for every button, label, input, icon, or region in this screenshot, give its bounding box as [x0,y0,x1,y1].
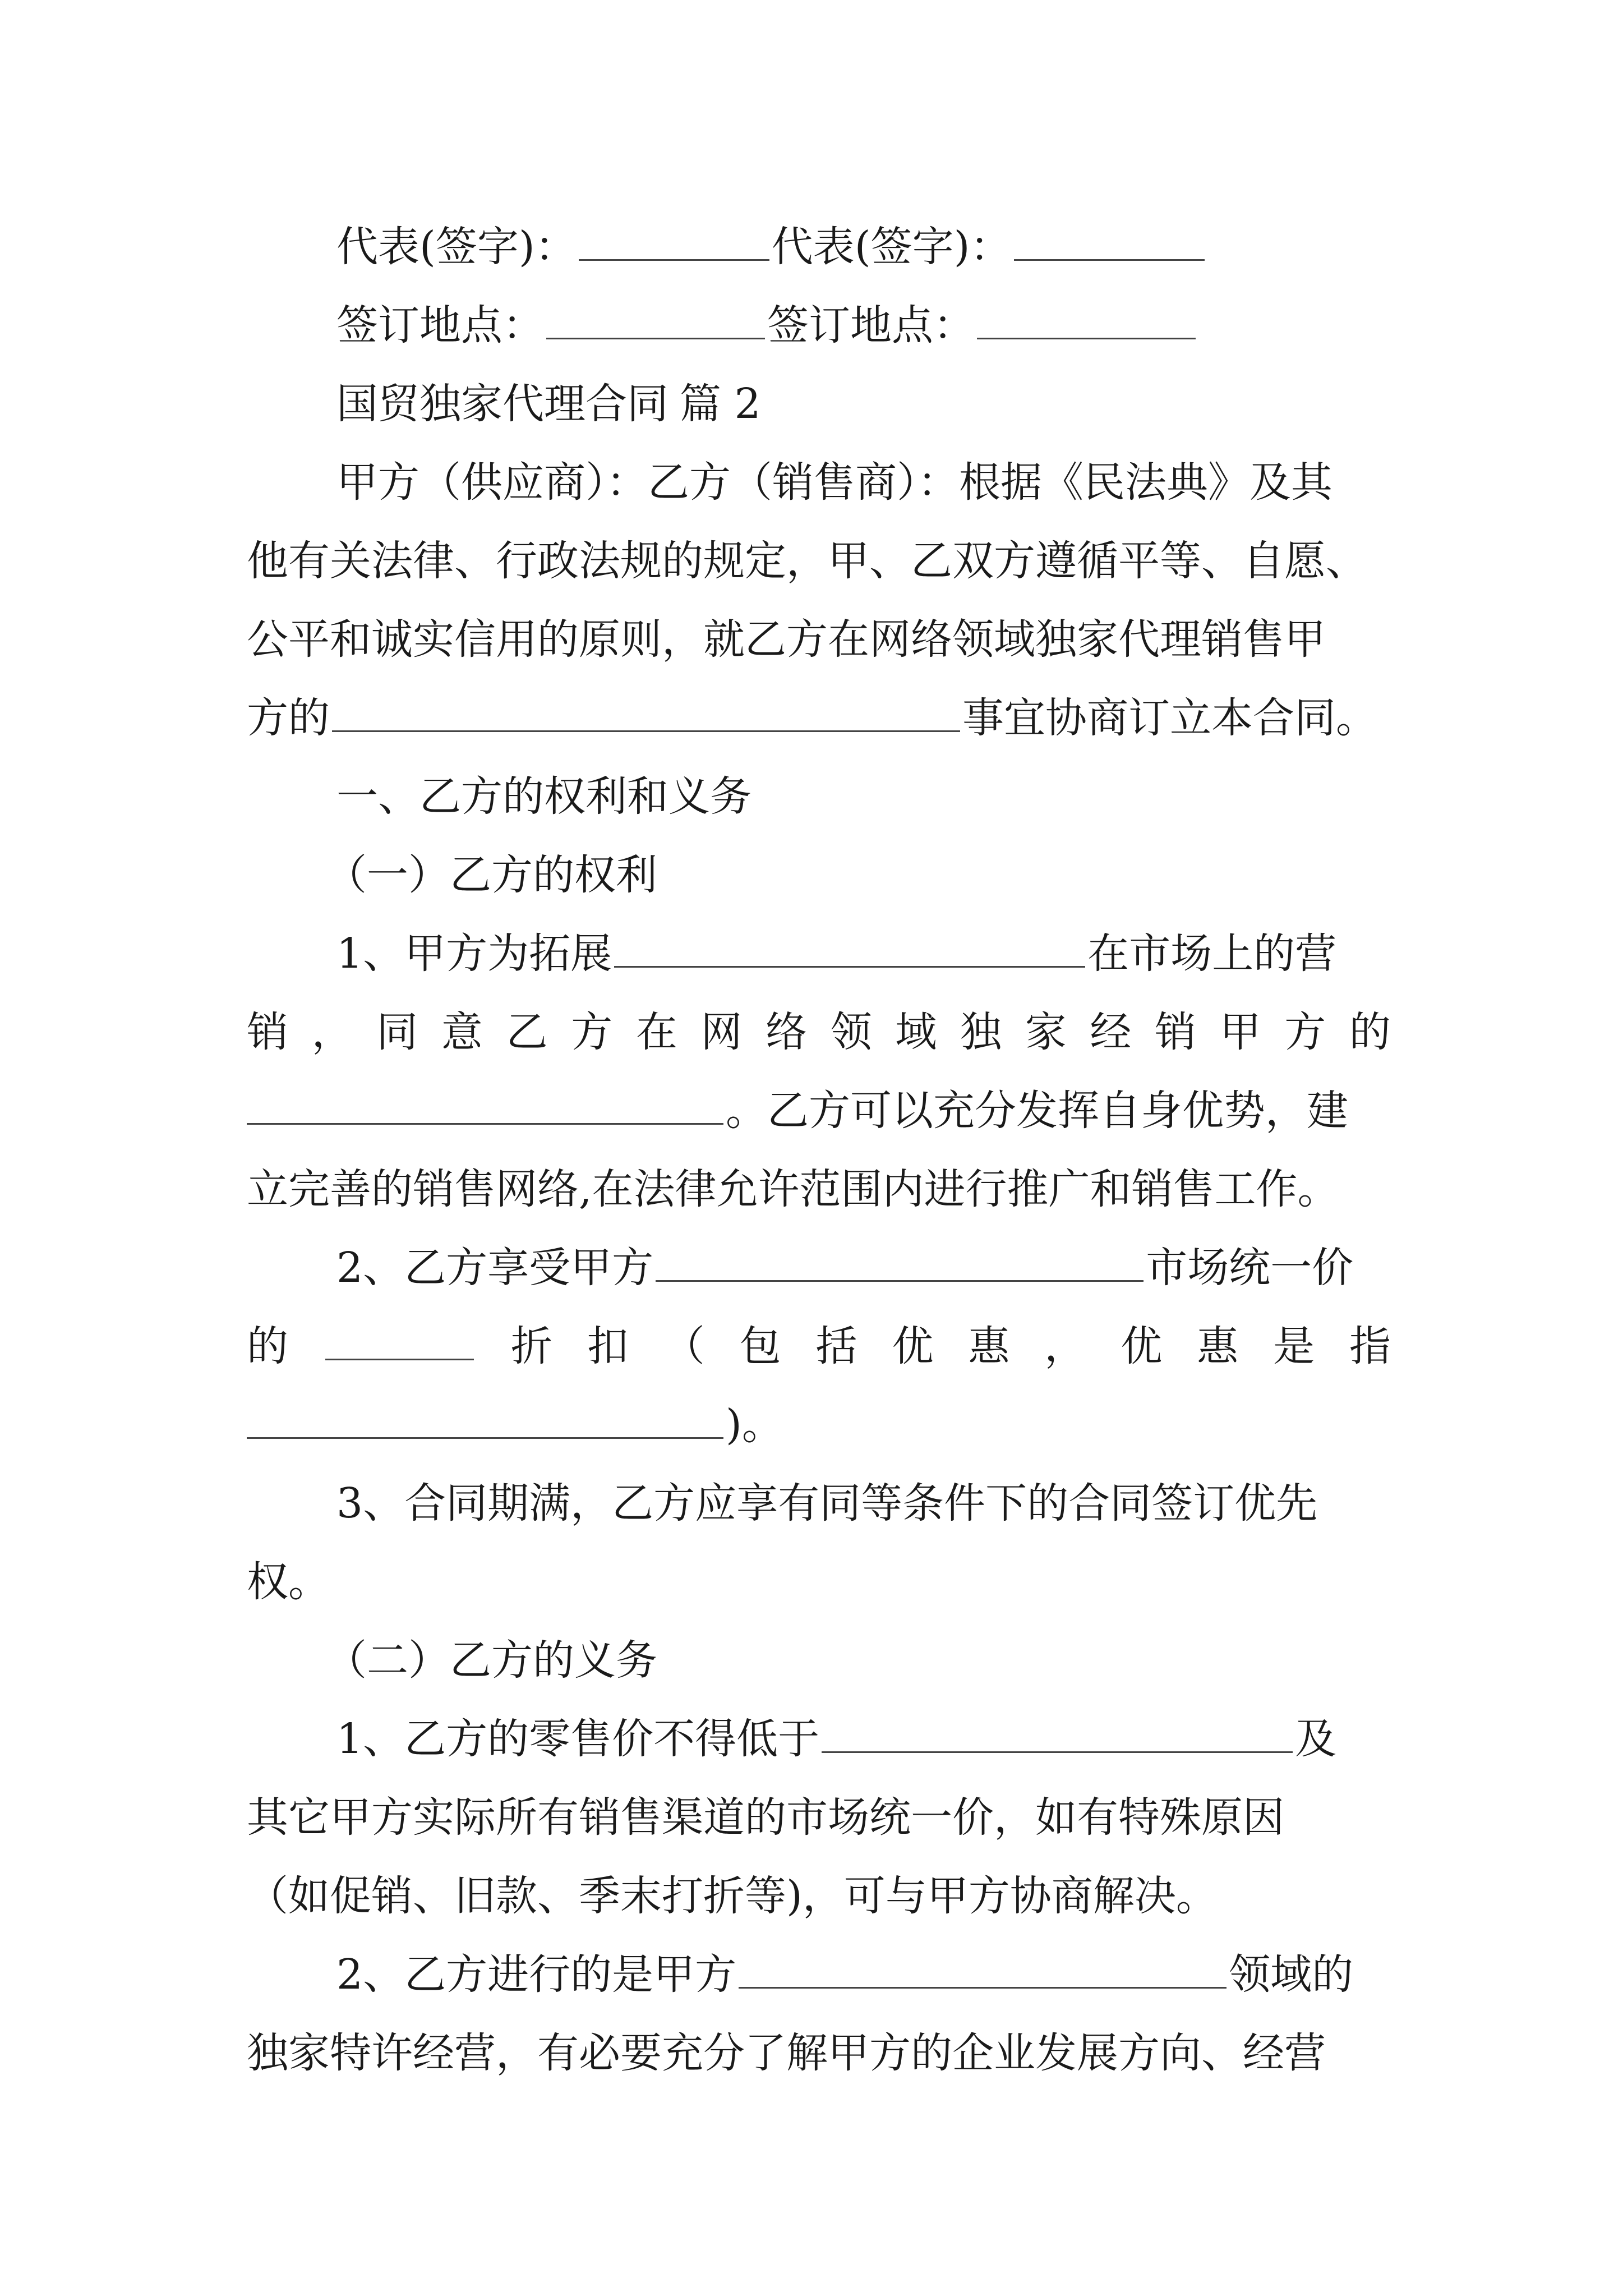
char: 甲 [1219,1008,1261,1056]
fill-blank [325,1325,474,1360]
paragraph-line [247,1386,1391,1464]
text-segment: 在市场上的营 [1087,930,1337,978]
contract-title: 国贸独家代理合同 [336,380,668,428]
heading-1: 一、乙方的权利和义务 [336,772,751,821]
char: （ [663,1322,705,1370]
char: 络 [766,1008,808,1056]
contract-section-number: 篇 2 [680,380,761,428]
text-segment: 方的 [247,694,330,742]
fill-blank [332,697,960,732]
rep-sign-blank-a [579,226,769,261]
justified-line [247,1307,1391,1386]
char: 折 [510,1322,552,1370]
char: 指 [1349,1322,1391,1370]
text-segment: 1、甲方为拓展 [336,930,612,978]
char: 包 [739,1322,781,1370]
paragraph-line: 立完善的销售网络,在法律允许范围内进行推广和销售工作。 [247,1165,1339,1213]
justified-line [247,993,1391,1071]
fill-blank [822,1718,1293,1753]
char: 同 [376,1008,418,1056]
paragraph-line: 甲方（供应商）：乙方（销售商）：根据《民法典》及其 [336,458,1332,507]
fill-blank [739,1953,1227,1989]
char: 在 [635,1008,677,1056]
text-segment: 2、乙方进行的是甲方 [336,1950,737,1999]
paragraph-line: 其它甲方实际所有销售渠道的市场统一价，如有特殊原因 [247,1793,1284,1842]
heading-2: （一）乙方的权利 [325,851,657,899]
signature-line [336,208,1391,286]
char: 括 [815,1322,857,1370]
sign-place-line [336,286,1391,365]
char: 销 [1154,1008,1196,1056]
char: 方 [1284,1008,1326,1056]
paragraph-line [247,679,1391,757]
paragraph-line [336,1700,1391,1778]
char: 扣 [587,1322,629,1370]
section-title [336,365,1391,443]
char: 惠 [968,1322,1010,1370]
sign-place-label-b: 签订地点： [767,301,975,349]
paragraph-line: 权。 [247,1558,330,1606]
sign-place-label-a: 签订地点： [336,301,544,349]
char: 销 [247,1008,288,1056]
char: 独 [960,1008,1002,1056]
char: 乙 [506,1008,548,1056]
char: 家 [1025,1008,1067,1056]
fill-blank [247,1089,723,1125]
rep-sign-label-b: 代表(签字)： [771,223,1012,271]
char: 优 [1121,1322,1163,1370]
text-segment: 事宜协商订立本合同。 [962,694,1377,742]
paragraph-line [336,1935,1391,2014]
paragraph-line [336,1228,1391,1307]
char: ， [1044,1322,1086,1370]
text-segment: 领域的 [1229,1950,1354,1999]
text-segment: 市场统一价 [1146,1244,1354,1292]
char: 惠 [1197,1322,1239,1370]
fill-blank [614,932,1085,968]
char: ， [311,1008,353,1056]
paragraph-line: 独家特许经营，有必要充分了解甲方的企业发展方向、经营 [247,2029,1326,2077]
paragraph-line: （如促销、旧款、季末打折等)，可与甲方协商解决。 [247,1872,1218,1920]
paragraph-line: 公平和诚实信用的原则，就乙方在网络领域独家代理销售甲 [247,615,1326,664]
char: 的 [247,1322,288,1370]
heading-2: （二）乙方的义务 [325,1636,657,1685]
char: 领 [830,1008,872,1056]
text-segment: 。乙方可以充分发挥自身优势，建 [726,1087,1348,1135]
paragraph-line [336,914,1391,993]
sign-place-blank-b [977,304,1196,339]
char: 网 [700,1008,743,1056]
char: 经 [1090,1008,1132,1056]
rep-sign-blank-b [1014,226,1205,261]
text-segment: 及 [1295,1715,1337,1763]
paragraph-line [247,1071,1391,1150]
char: 优 [892,1322,934,1370]
char: 的 [1349,1008,1391,1056]
fill-blank [656,1246,1144,1282]
paragraph-line: 3、合同期满，乙方应享有同等条件下的合同签订优先 [336,1479,1318,1527]
text-segment: 1、乙方的零售价不得低于 [336,1715,820,1763]
char: 域 [895,1008,937,1056]
char: 意 [441,1008,483,1056]
sign-place-blank-a [546,304,765,339]
char: 方 [571,1008,613,1056]
rep-sign-label-a: 代表(签字)： [336,223,577,271]
paragraph-line: 他有关法律、行政法规的规定，甲、乙双方遵循平等、自愿、 [247,537,1367,585]
text-segment: 2、乙方享受甲方 [336,1244,654,1292]
text-segment: )。 [726,1401,783,1449]
char: 是 [1273,1322,1315,1370]
fill-blank [247,1404,723,1439]
